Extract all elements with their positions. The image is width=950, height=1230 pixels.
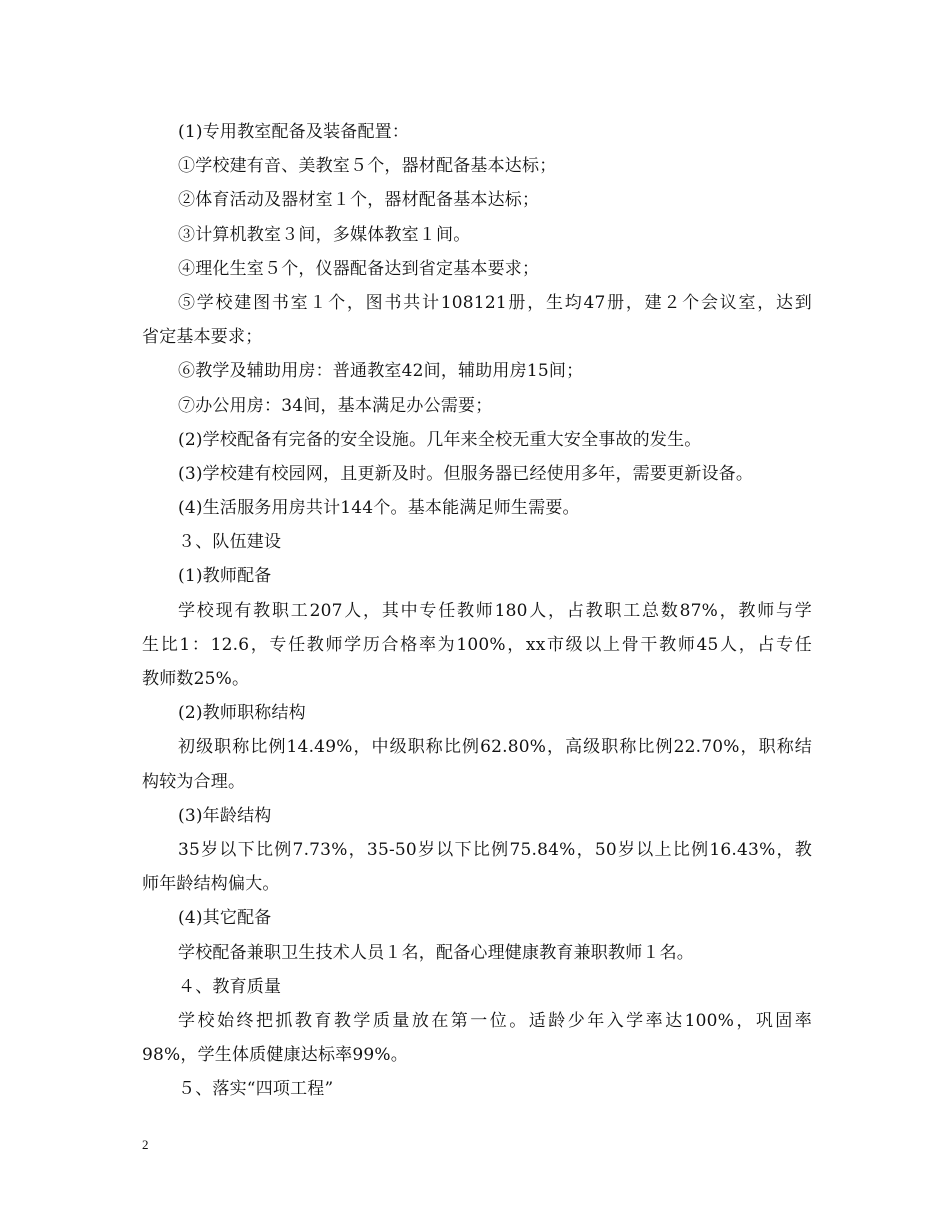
section-heading: ５、落实“四项工程”: [178, 1079, 334, 1100]
text-line: ⑤学校建图书室１个，图书共计108121册，生均47册，建２个会议室，达到: [178, 292, 812, 313]
text-line: 师年龄结构偏大。: [142, 874, 280, 895]
text-line: 学校始终把抓教育教学质量放在第一位。适龄少年入学率达100%，巩固率: [178, 1010, 812, 1031]
text-line: ⑦办公用房：34间，基本满足办公需要；: [178, 395, 493, 416]
text-line: (1)专用教室配备及装备配置：: [178, 122, 410, 142]
text-line: 初级职称比例14.49%，中级职称比例62.80%，高级职称比例22.70%，职称结: [178, 737, 812, 758]
text-line: 构较为合理。: [142, 771, 246, 792]
document-body: [142, 115, 812, 1106]
text-line: 教师数25%。: [142, 669, 250, 689]
subsection-heading: (3)年龄结构: [178, 805, 272, 826]
subsection-heading: (1)教师配备: [178, 566, 272, 587]
text-line: 98%，学生体质健康达标率99%。: [142, 1045, 408, 1066]
text-line: ⑥教学及辅助用房：普通教室42间，辅助用房15间；: [178, 361, 584, 382]
text-line: ④理化生室５个，仪器配备达到省定基本要求；: [178, 258, 540, 279]
text-line: (2)学校配备有完备的安全设施。几年来全校无重大安全事故的发生。: [178, 429, 702, 450]
subsection-heading: (4)其它配备: [178, 908, 272, 929]
text-line: 学校配备兼职卫生技术人员１名，配备心理健康教育兼职教师１名。: [178, 942, 694, 963]
section-heading: ３、队伍建设: [178, 532, 282, 553]
text-line: 生比1：12.6，专任教师学历合格率为100%，xx市级以上骨干教师45人，占专任: [142, 634, 812, 655]
text-line: ③计算机教室３间，多媒体教室１间。: [178, 224, 471, 245]
text-line: 学校现有教职工207人，其中专任教师180人，占教职工总数87%，教师与学: [178, 600, 812, 621]
text-line: 35岁以下比例7.73%，35-50岁以下比例75.84%，50岁以上比例16.43%，教: [178, 839, 812, 860]
section-heading: ４、教育质量: [178, 976, 282, 997]
text-line: ①学校建有音、美教室５个，器材配备基本达标；: [178, 156, 557, 177]
text-line: ②体育活动及器材室１个，器材配备基本达标；: [178, 190, 540, 211]
text-line: 省定基本要求；: [142, 327, 263, 348]
text-line: (4)生活服务用房共计144个。基本能满足师生需要。: [178, 498, 580, 519]
page-number: 2: [142, 1137, 149, 1152]
subsection-heading: (2)教师职称结构: [178, 703, 306, 724]
text-line: (3)学校建有校园网，且更新及时。但服务器已经使用多年，需要更新设备。: [178, 463, 754, 484]
